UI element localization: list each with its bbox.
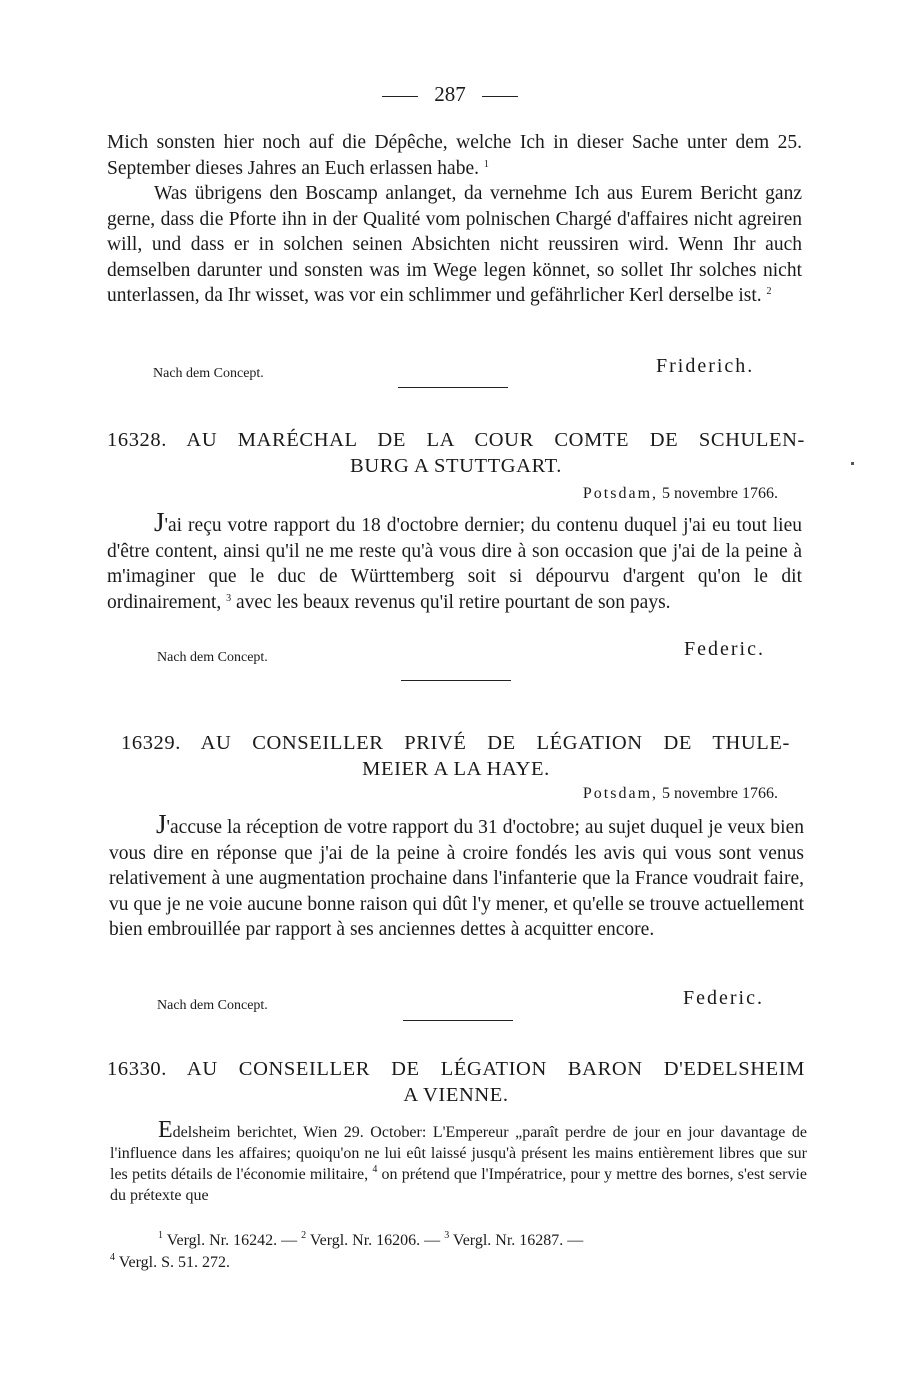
intro-paragraph	[107, 130, 802, 181]
letter-number-16330: 16330.	[107, 1058, 167, 1080]
boscamp-paragraph	[107, 181, 802, 309]
page-number-value: 287	[434, 82, 466, 106]
dateline-16328-place: Potsdam,	[582, 485, 659, 502]
source-note-2: Nach dem Concept.	[157, 650, 268, 665]
heading-16329-line1	[107, 730, 790, 756]
initial-16330: E	[158, 1117, 173, 1143]
page-number-dash-right	[482, 96, 518, 97]
body-16330-text-end: on prétend que l'Impératrice, pour y mettre des bornes, s'est servie du prétexte que	[110, 1166, 808, 1204]
footnote-ref-3: 3	[226, 592, 232, 604]
heading-16328-line2: BURG A STUTTGART.	[350, 455, 562, 477]
source-note-1: Nach dem Concept.	[153, 366, 264, 381]
dateline-16328	[583, 485, 778, 503]
footnote-ref-2: 2	[766, 286, 772, 297]
footnote-2-text: Vergl. Nr. 16206. —	[309, 1232, 441, 1249]
dateline-16329	[583, 785, 778, 803]
initial-16328: J	[154, 507, 165, 537]
body-16328-text: 'ai reçu votre rapport du 18 d'octobre dernier; du contenu duquel j'ai eu tout lieu d'être content, ainsi qu'il ne me reste qu'à vous dire à son occasion que j'ai de la peine à m'imaginer que le duc de Württemberg soit si dépourvu d'argent qu'on le dit ordinairement,	[107, 515, 802, 613]
heading-16330-line1	[107, 1056, 805, 1082]
footnote-1-text: Vergl. Nr. 16242. —	[166, 1232, 298, 1249]
footnote-1-mark: 1	[158, 1230, 163, 1241]
letter-heading-16328	[107, 427, 805, 479]
body-16329-text: 'accuse la réception de votre rapport du 31 d'octobre; au sujet duquel je veux bien vous dire en réponse que j'ai de la peine à croire fondés les avis qui vous sont venus relativement à une augmentation prochaine dans l'infanterie que la France voudrait faire, vu que je ne voie aucune bonne raison qui dût l'y mener, et qu'elle se trouve actuellement bien embrouillée par rapport à ses anciennes dettes à acquitter encore.	[109, 817, 804, 940]
letter-heading-16330	[107, 1056, 805, 1108]
page-number-dash-left	[382, 96, 418, 97]
page-number	[0, 82, 900, 107]
section-divider-2	[401, 680, 511, 681]
body-16330-text: delsheim berichtet, Wien 29. October: L'Empereur „paraît perdre de jour en jour davantage de l'influence dans les affaires; quoiqu'on ne lui eût laissé jusqu'à présent les mains entièrement libres que sur les petits détails de l'économie militaire,	[110, 1124, 807, 1183]
dateline-16329-place: Potsdam,	[582, 785, 659, 802]
footnote-2-mark: 2	[301, 1230, 307, 1241]
heading-16328-title: AU MARÉCHAL DE LA COUR COMTE DE SCHULEN-	[186, 429, 805, 451]
intro-text: Mich sonsten hier noch auf die Dépêche, welche Ich in dieser Sache unter dem 25. September dieses Jahres an Euch erlassen habe.	[107, 132, 802, 179]
signature-federic-2: Federic.	[683, 987, 764, 1009]
dateline-16328-date: 5 novembre 1766.	[662, 485, 778, 502]
letter-heading-16329	[107, 730, 805, 782]
dateline-16329-date: 5 novembre 1766.	[662, 785, 778, 802]
footnote-ref-1: 1	[483, 158, 489, 170]
letter-number-16328: 16328.	[107, 429, 167, 451]
footnote-4-text: Vergl. S. 51. 272.	[118, 1254, 230, 1271]
letter-body-16330	[110, 1117, 808, 1206]
footnotes-line-1	[110, 1230, 810, 1252]
letter-body-16328	[107, 507, 802, 615]
footnote-3-mark: 3	[444, 1230, 450, 1241]
section-divider-3	[403, 1020, 513, 1021]
letter-body-16329	[109, 809, 804, 943]
signature-federic-1: Federic.	[684, 638, 765, 660]
footnotes	[110, 1230, 810, 1274]
heading-16328-line1	[107, 427, 805, 453]
boscamp-text: Was übrigens den Boscamp anlanget, da vernehme Ich aus Eurem Bericht ganz gerne, dass die Pforte ihn in der Qualité vom polnischen Chargé d'affaires nicht agreiren will, und dass er in solchen seinen Absichten nicht reussiren wird. Wenn Ihr auch demselben darunter und sonsten was im Wege legen könnet, so sollet Ihr solches nicht unterlassen, da Ihr wisset, was vor ein schlimmer und gefährlicher Kerl derselbe ist.	[107, 183, 802, 306]
letter-number-16329: 16329.	[121, 732, 181, 754]
signature-friderich: Friderich.	[656, 355, 755, 377]
heading-16329-line2: MEIER A LA HAYE.	[362, 758, 550, 780]
heading-16330-title: AU CONSEILLER DE LÉGATION BARON D'EDELSHEIM	[186, 1058, 805, 1080]
heading-16329-title: AU CONSEILLER PRIVÉ DE LÉGATION DE THULE-	[200, 732, 790, 754]
heading-16330-line2: A VIENNE.	[403, 1084, 509, 1106]
footnotes-line-2	[110, 1252, 810, 1274]
section-divider-1	[398, 387, 508, 388]
footnote-4-mark: 4	[110, 1252, 115, 1263]
source-note-3: Nach dem Concept.	[157, 998, 268, 1013]
footnote-ref-4: 4	[372, 1164, 378, 1175]
footnote-3-text: Vergl. Nr. 16287. —	[452, 1232, 584, 1249]
initial-16329: J	[156, 809, 167, 839]
body-16328-text-end: avec les beaux revenus qu'il retire pourtant de son pays.	[236, 591, 671, 613]
margin-dot	[851, 462, 854, 465]
